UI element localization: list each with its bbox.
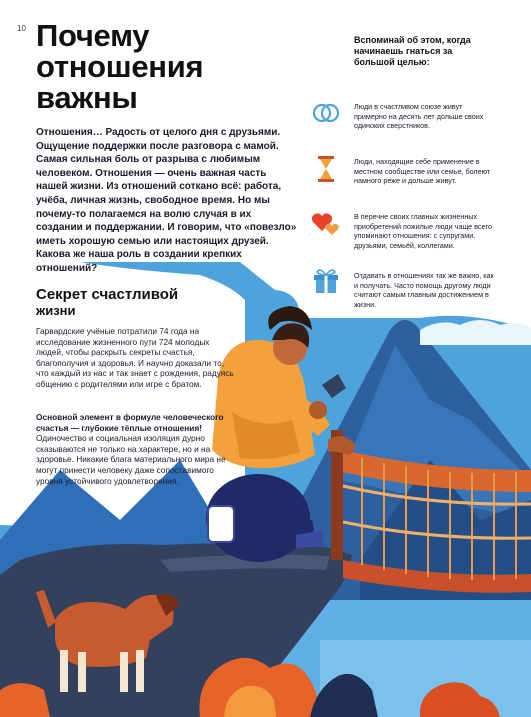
key-element-text: Одиночество и социальная изоляция дурно сказываются не только на характере, но и на здоровье. Никакие блага материального мира не могут принести человеку даже сопоставимого уровня устойчивого удовлетворения. [36, 433, 226, 486]
section-heading-line2: жизни [36, 303, 76, 318]
hearts-icon [310, 207, 342, 239]
hourglass-icon [310, 153, 342, 185]
gift-icon [310, 265, 342, 297]
page-number: 10 [17, 24, 26, 33]
harvard-study-paragraph: Гарвардские учёные потратили 74 года на исследование жизненного пути 724 молодых людей, чтобы раскрыть секреты счастья, благополучия и здоровья. И научно доказали то, что каждый из нас и так знает с рождения, радуясь общению с родителями или игре с братом. [36, 326, 234, 389]
page-title: Почему отношения важны [36, 18, 204, 115]
rings-icon [310, 97, 342, 129]
fact-item: Люди в счастливом союзе живут примерно на десять лет дольше своих одиноких сверстников. [354, 102, 484, 131]
fact-item: Люди, находящие себе применение в местном сообществе или семье, болеют намного реже и дольше живут. [354, 157, 491, 186]
aside-title: Вспоминай об этом, когда начинаешь гнаться за большой целью: [354, 35, 471, 67]
key-element-paragraph [36, 412, 236, 486]
fact-item: В перечне своих главных жизненных приобретений пожилые люди чаще всего упоминают отношения: с супругами, друзьями, семьёй, коллегами. [354, 212, 492, 250]
section-heading [36, 287, 236, 319]
section-heading-line1: Секрет счастливой [36, 286, 179, 303]
key-element-bold: Основной элемент в формуле человеческого счастья — глубокие тёплые отношения! [36, 412, 224, 433]
fact-item: Отдавать в отношениях так же важно, как и получать. Часто помощь другому люди считают самым главным достижением в жизни. [354, 271, 494, 309]
intro-paragraph: Отношения… Радость от целого дня с друзьями. Ощущение поддержки после разговора с мамой. Самая сильная боль от разрыва с любимым человеком. Отношения — очень важная часть нашей жизни. Из отношений соткано всё: работа, учёба, личная жизнь, свободное время. Но мы почему-то полагаемся на волю случая в их создании и поддержании. И говорим, что «повезло» иметь хорошую семью или настоящих друзей. Какова же наша роль в создании крепких отношений? [36, 127, 297, 274]
